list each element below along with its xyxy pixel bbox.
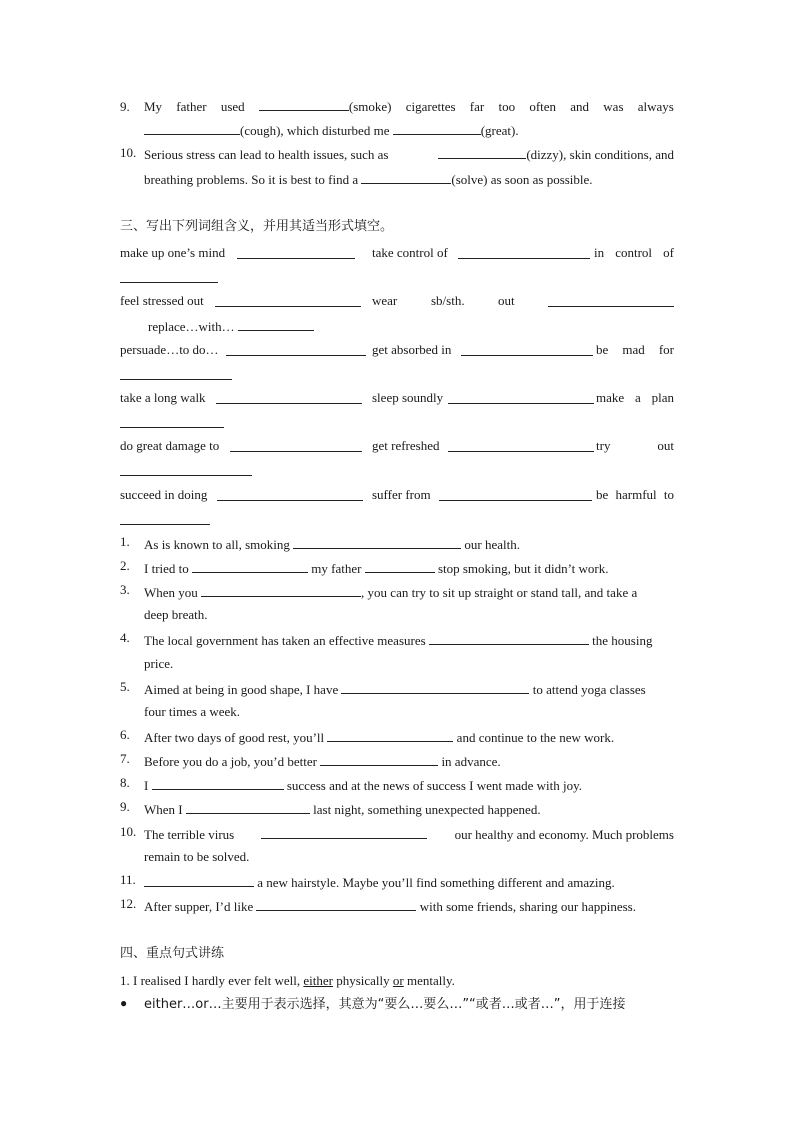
phrase: wear: [372, 293, 398, 308]
sentence-text: When you: [144, 585, 198, 600]
sentence-10: [144, 824, 674, 844]
sentence-text: After two days of good rest, you’ll: [144, 730, 325, 745]
phrase-blank[interactable]: [215, 292, 361, 307]
phrase-blank[interactable]: [548, 292, 674, 307]
sentence-text: a new hairstyle. Maybe you’ll find something different and amazing.: [257, 875, 615, 890]
phrase: out: [657, 438, 674, 453]
phrase-row-2b: [120, 316, 674, 336]
sentence-11-number: 11.: [120, 872, 136, 887]
sentence-blank[interactable]: [327, 727, 453, 742]
phrase-row-1b: [120, 268, 674, 288]
sentence-10-number: 10.: [120, 824, 137, 839]
phrase-blank[interactable]: [120, 413, 224, 428]
q9-word: far: [469, 99, 485, 114]
q10-blank-solve[interactable]: [361, 169, 451, 184]
phrase-blank[interactable]: [217, 486, 363, 501]
sentence-1-number: 1.: [120, 534, 130, 549]
phrase: make up one’s mind: [120, 245, 226, 260]
phrase: out: [498, 293, 515, 308]
sentence-text: Before you do a job, you’d better: [144, 754, 317, 769]
sentence-text: our health.: [464, 537, 520, 552]
sentence-blank[interactable]: [261, 824, 427, 839]
section-4-item-1: [120, 972, 674, 990]
phrase: get refreshed: [372, 438, 440, 453]
item-text: mentally.: [407, 973, 455, 988]
q10-text: Serious stress can lead to health issues, such as: [144, 147, 389, 162]
q9-hint: (smoke): [348, 99, 392, 114]
q10-blank-dizzy[interactable]: [438, 144, 526, 159]
question-10-line-2: [144, 169, 674, 189]
section-3-title: 三、写出下列词组含义，并用其适当形式填空。: [120, 219, 394, 234]
sentence-blank[interactable]: [341, 679, 529, 694]
phrase-blank[interactable]: [120, 365, 232, 380]
phrase-blank[interactable]: [439, 486, 592, 501]
sentence-blank[interactable]: [365, 558, 435, 573]
q10-text: breathing problems. So it is best to find a: [144, 172, 359, 187]
sentence-4-number: 4.: [120, 630, 130, 645]
phrase-blank[interactable]: [461, 341, 593, 356]
sentence-8: [144, 775, 674, 795]
q10-text: (dizzy), skin conditions, and: [526, 147, 674, 162]
sentence-12: [144, 896, 674, 916]
q9-word: always: [637, 99, 674, 114]
q10-number: 10.: [120, 145, 137, 160]
phrase-blank[interactable]: [448, 437, 594, 452]
sentence-blank[interactable]: [256, 896, 416, 911]
phrase: feel stressed out: [120, 293, 204, 308]
question-9-line-2: [144, 120, 674, 140]
sentence-text: , you can try to sit up straight or stand tall, and take a: [361, 585, 638, 600]
item-text: physically: [336, 973, 390, 988]
sentence-4: [144, 630, 674, 650]
sentence-12-number: 12.: [120, 896, 137, 911]
phrase: persuade…to do…: [120, 342, 219, 357]
sentence-7: [144, 751, 674, 771]
phrase-blank[interactable]: [237, 244, 355, 259]
sentence-text: I tried to: [144, 561, 189, 576]
sentence-text: The terrible virus: [144, 827, 235, 842]
section-4-note: either…or…主要用于表示选择，其意为“要么…要么…”“或者…或者…”，用于连接: [144, 997, 626, 1012]
sentence-text: stop smoking, but it didn’t work.: [437, 561, 609, 576]
sentence-6: [144, 727, 674, 747]
q10-text: (solve) as soon as possible.: [451, 172, 593, 187]
sentence-text: the housing: [592, 633, 653, 648]
q9-blank-cough[interactable]: [144, 120, 240, 135]
phrase: be mad for: [596, 342, 674, 357]
phrase: take a long walk: [120, 390, 206, 405]
sentence-1: [144, 534, 674, 554]
sentence-text: When I: [144, 802, 183, 817]
either-word: either: [303, 973, 333, 988]
sentence-text: Aimed at being in good shape, I have: [144, 682, 339, 697]
phrase-blank[interactable]: [226, 341, 366, 356]
sentence-text: As is known to all, smoking: [144, 537, 290, 552]
phrase-blank[interactable]: [238, 316, 314, 331]
phrase: sleep soundly: [372, 390, 444, 405]
sentence-text: The local government has taken an effective measures: [144, 633, 426, 648]
phrase: make a plan: [596, 390, 674, 405]
phrase: in control of: [594, 245, 674, 260]
phrase: sb/sth.: [431, 293, 465, 308]
sentence-10-cont: remain to be solved.: [144, 849, 250, 864]
sentence-9-number: 9.: [120, 799, 130, 814]
q9-word: was: [603, 99, 624, 114]
sentence-blank[interactable]: [320, 751, 438, 766]
sentence-blank[interactable]: [293, 534, 461, 549]
phrase: be harmful to: [596, 487, 674, 502]
q9-hint: (great).: [480, 123, 519, 138]
sentence-text: our healthy and economy. Much problems: [454, 827, 674, 842]
q9-word: father: [176, 99, 207, 114]
q9-word: often: [529, 99, 557, 114]
phrase-blank[interactable]: [458, 244, 590, 259]
sentence-text: After supper, I’d like: [144, 899, 254, 914]
q9-word: too: [498, 99, 516, 114]
phrase-blank[interactable]: [448, 389, 594, 404]
sentence-blank[interactable]: [144, 872, 254, 887]
phrase-blank[interactable]: [120, 510, 210, 525]
q9-word: My: [143, 99, 163, 114]
sentence-text: to attend yoga classes: [532, 682, 646, 697]
phrase-blank[interactable]: [120, 268, 218, 283]
sentence-text: in advance.: [441, 754, 501, 769]
phrase: succeed in doing: [120, 487, 208, 502]
phrase-row-5b: [120, 461, 674, 481]
sentence-2: [144, 558, 674, 578]
sentence-3-cont: deep breath.: [144, 607, 208, 622]
question-9-line-1: [120, 96, 674, 116]
bullet-icon: ●: [120, 996, 128, 1010]
phrase-row-3b: [120, 365, 674, 385]
phrase-row-4b: [120, 413, 674, 433]
sentence-text: and continue to the new work.: [456, 730, 615, 745]
sentence-8-number: 8.: [120, 775, 130, 790]
sentence-blank[interactable]: [201, 582, 361, 597]
or-word: or: [392, 973, 404, 988]
phrase: do great damage to: [120, 438, 220, 453]
sentence-3: [144, 582, 674, 602]
sentence-5: [144, 679, 674, 699]
sentence-blank[interactable]: [186, 799, 310, 814]
q9-text: (cough), which disturbed me: [240, 123, 390, 138]
phrase-blank[interactable]: [230, 437, 362, 452]
sentence-9: [144, 799, 674, 819]
q9-blank-great[interactable]: [393, 120, 481, 135]
sentence-text: my father: [311, 561, 362, 576]
sentence-text: last night, something unexpected happened.: [313, 802, 541, 817]
q9-word: cigarettes: [405, 99, 456, 114]
sentence-3-number: 3.: [120, 582, 130, 597]
sentence-5-cont: four times a week.: [144, 704, 241, 719]
phrase: suffer from: [372, 487, 431, 502]
q9-word: used: [220, 99, 245, 114]
sentence-blank[interactable]: [192, 558, 308, 573]
phrase-blank[interactable]: [216, 389, 362, 404]
sentence-blank[interactable]: [152, 775, 284, 790]
sentence-blank[interactable]: [429, 630, 589, 645]
sentence-11: [144, 872, 674, 892]
sentence-6-number: 6.: [120, 727, 130, 742]
sentence-5-number: 5.: [120, 679, 130, 694]
sentence-4-cont: price.: [144, 656, 174, 671]
phrase: try: [596, 438, 611, 453]
phrase-row-6b: [120, 510, 674, 530]
phrase: take control of: [372, 245, 448, 260]
q9-blank-smoke[interactable]: [259, 96, 349, 111]
q9-number: 9.: [120, 99, 130, 114]
item-text: 1. I realised I hardly ever felt well,: [120, 973, 301, 988]
sentence-7-number: 7.: [120, 751, 130, 766]
sentence-2-number: 2.: [120, 558, 130, 573]
phrase-blank[interactable]: [120, 461, 252, 476]
phrase: replace…with…: [148, 319, 235, 334]
question-10-text-1: [144, 144, 674, 164]
sentence-text: success and at the news of success I went made with joy.: [286, 778, 583, 793]
phrase: get absorbed in: [372, 342, 452, 357]
q9-word: and: [570, 99, 590, 114]
sentence-text: I: [144, 778, 149, 793]
sentence-text: with some friends, sharing our happiness.: [419, 899, 636, 914]
section-4-title: 四、重点句式讲练: [120, 946, 225, 961]
